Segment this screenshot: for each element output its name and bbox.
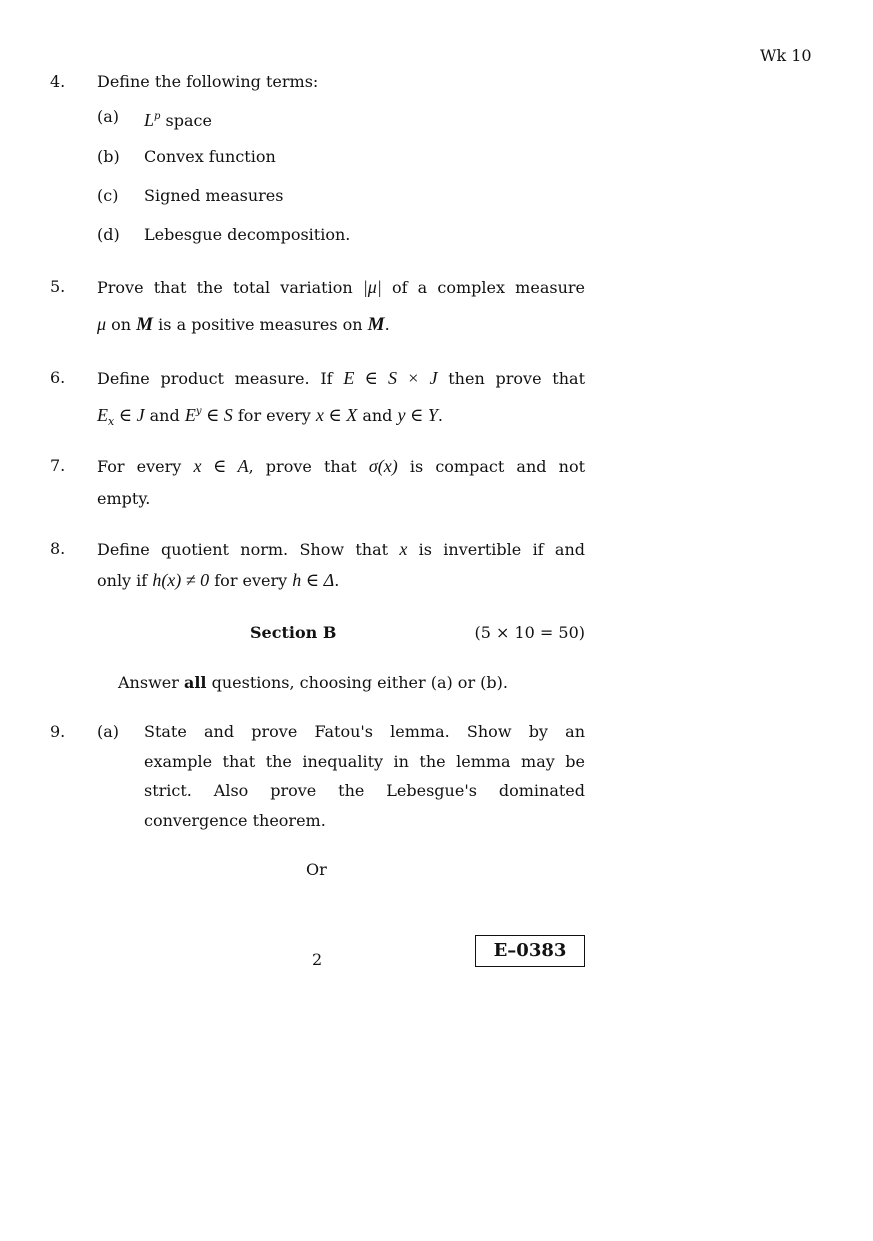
math-expression: M	[367, 314, 385, 335]
math-expression: μ	[97, 314, 107, 334]
text-segment: only if	[97, 571, 153, 590]
term-item	[144, 147, 585, 167]
math-expression: E ∈ S × J	[343, 368, 438, 388]
text-segment: example that the inequality in the lemma may be	[144, 752, 585, 771]
math-expression: p	[154, 111, 161, 122]
math-expression: x	[108, 415, 115, 428]
text-segment: is invertible if and	[407, 540, 585, 559]
part-label: (a)	[97, 107, 120, 126]
text-segment: Signed measures	[144, 186, 284, 205]
question-9-line	[144, 752, 585, 772]
text-segment: Prove that the total variation	[97, 278, 363, 297]
text-segment: Define quotient norm. Show that	[97, 540, 400, 559]
question-number: 5.	[50, 277, 66, 296]
math-expression: E	[184, 405, 196, 425]
text-segment: questions, choosing either (a) or (b).	[206, 673, 508, 692]
question-6-line	[97, 402, 585, 432]
part-label: (b)	[97, 147, 120, 166]
part-label: (c)	[97, 186, 119, 205]
bold-text: all	[183, 673, 207, 692]
paper-code-header: Wk 10	[760, 46, 812, 65]
text-segment: strict. Also prove the Lebesgue's dominated	[144, 781, 585, 800]
text-segment: Define the following terms:	[97, 72, 319, 91]
text-segment: is a positive measures on	[153, 315, 368, 334]
text-segment: Answer	[118, 673, 184, 692]
paper-code-box: E–0383	[475, 935, 585, 967]
math-expression: σ(x)	[368, 456, 398, 476]
question-7-line	[97, 489, 585, 509]
text-segment: .	[334, 571, 340, 590]
question-5-line	[97, 277, 585, 297]
question-4-text	[97, 72, 585, 92]
question-8-line	[97, 539, 585, 559]
text-segment: For every	[97, 457, 194, 476]
text-segment: , prove that	[248, 457, 369, 476]
term-item	[144, 107, 585, 131]
text-segment: Define product measure. If	[97, 369, 344, 388]
math-expression: h(x) ≠ 0	[152, 570, 210, 590]
question-7-line	[97, 456, 585, 476]
question-number: 9.	[50, 722, 66, 741]
text-segment: is compact and not	[397, 457, 585, 476]
text-segment: for every	[232, 406, 316, 425]
math-expression: x ∈ X	[315, 405, 358, 425]
section-marks: (5 × 10 = 50)	[474, 623, 585, 642]
math-expression: x	[399, 539, 408, 559]
text-segment: for every	[209, 571, 293, 590]
text-segment: Convex function	[144, 147, 276, 166]
math-expression: x ∈ A	[193, 456, 249, 476]
text-segment: empty.	[97, 489, 151, 508]
math-expression: E	[97, 405, 108, 425]
math-expression: ∈ J	[114, 405, 145, 425]
text-segment: on	[106, 315, 137, 334]
section-title: Section B	[250, 623, 337, 642]
part-label: (d)	[97, 225, 120, 244]
page-number: 2	[312, 950, 323, 969]
or-separator: Or	[306, 860, 327, 879]
text-segment: and	[357, 406, 398, 425]
text-segment: .	[384, 315, 390, 334]
math-expression: M	[136, 314, 154, 335]
question-number: 8.	[50, 539, 66, 558]
term-item	[144, 225, 585, 245]
question-number: 6.	[50, 368, 66, 387]
part-label: (a)	[97, 722, 120, 741]
text-segment: then prove that	[437, 369, 585, 388]
text-segment: space	[160, 111, 212, 130]
text-segment: convergence theorem.	[144, 811, 326, 830]
text-segment: of a complex measure	[381, 278, 585, 297]
question-9-line	[144, 811, 585, 831]
question-8-line	[97, 570, 585, 591]
math-expression: ∈ S	[201, 405, 233, 425]
text-segment: Lebesgue decomposition.	[144, 225, 351, 244]
question-5-line	[97, 314, 585, 335]
question-number: 4.	[50, 72, 66, 91]
math-expression: L	[144, 110, 155, 130]
question-9-line	[144, 781, 585, 801]
math-expression: |μ|	[362, 277, 382, 297]
term-item	[144, 186, 585, 206]
text-segment: and	[144, 406, 185, 425]
question-number: 7.	[50, 456, 66, 475]
math-expression: y ∈ Y	[397, 405, 438, 425]
math-expression: y	[195, 406, 202, 417]
question-6-line	[97, 368, 585, 388]
text-segment: State and prove Fatou's lemma. Show by an	[144, 722, 585, 741]
question-9-line	[144, 722, 585, 742]
math-expression: h ∈ Δ	[292, 570, 335, 590]
text-segment: .	[437, 406, 443, 425]
section-instruction	[118, 673, 606, 693]
